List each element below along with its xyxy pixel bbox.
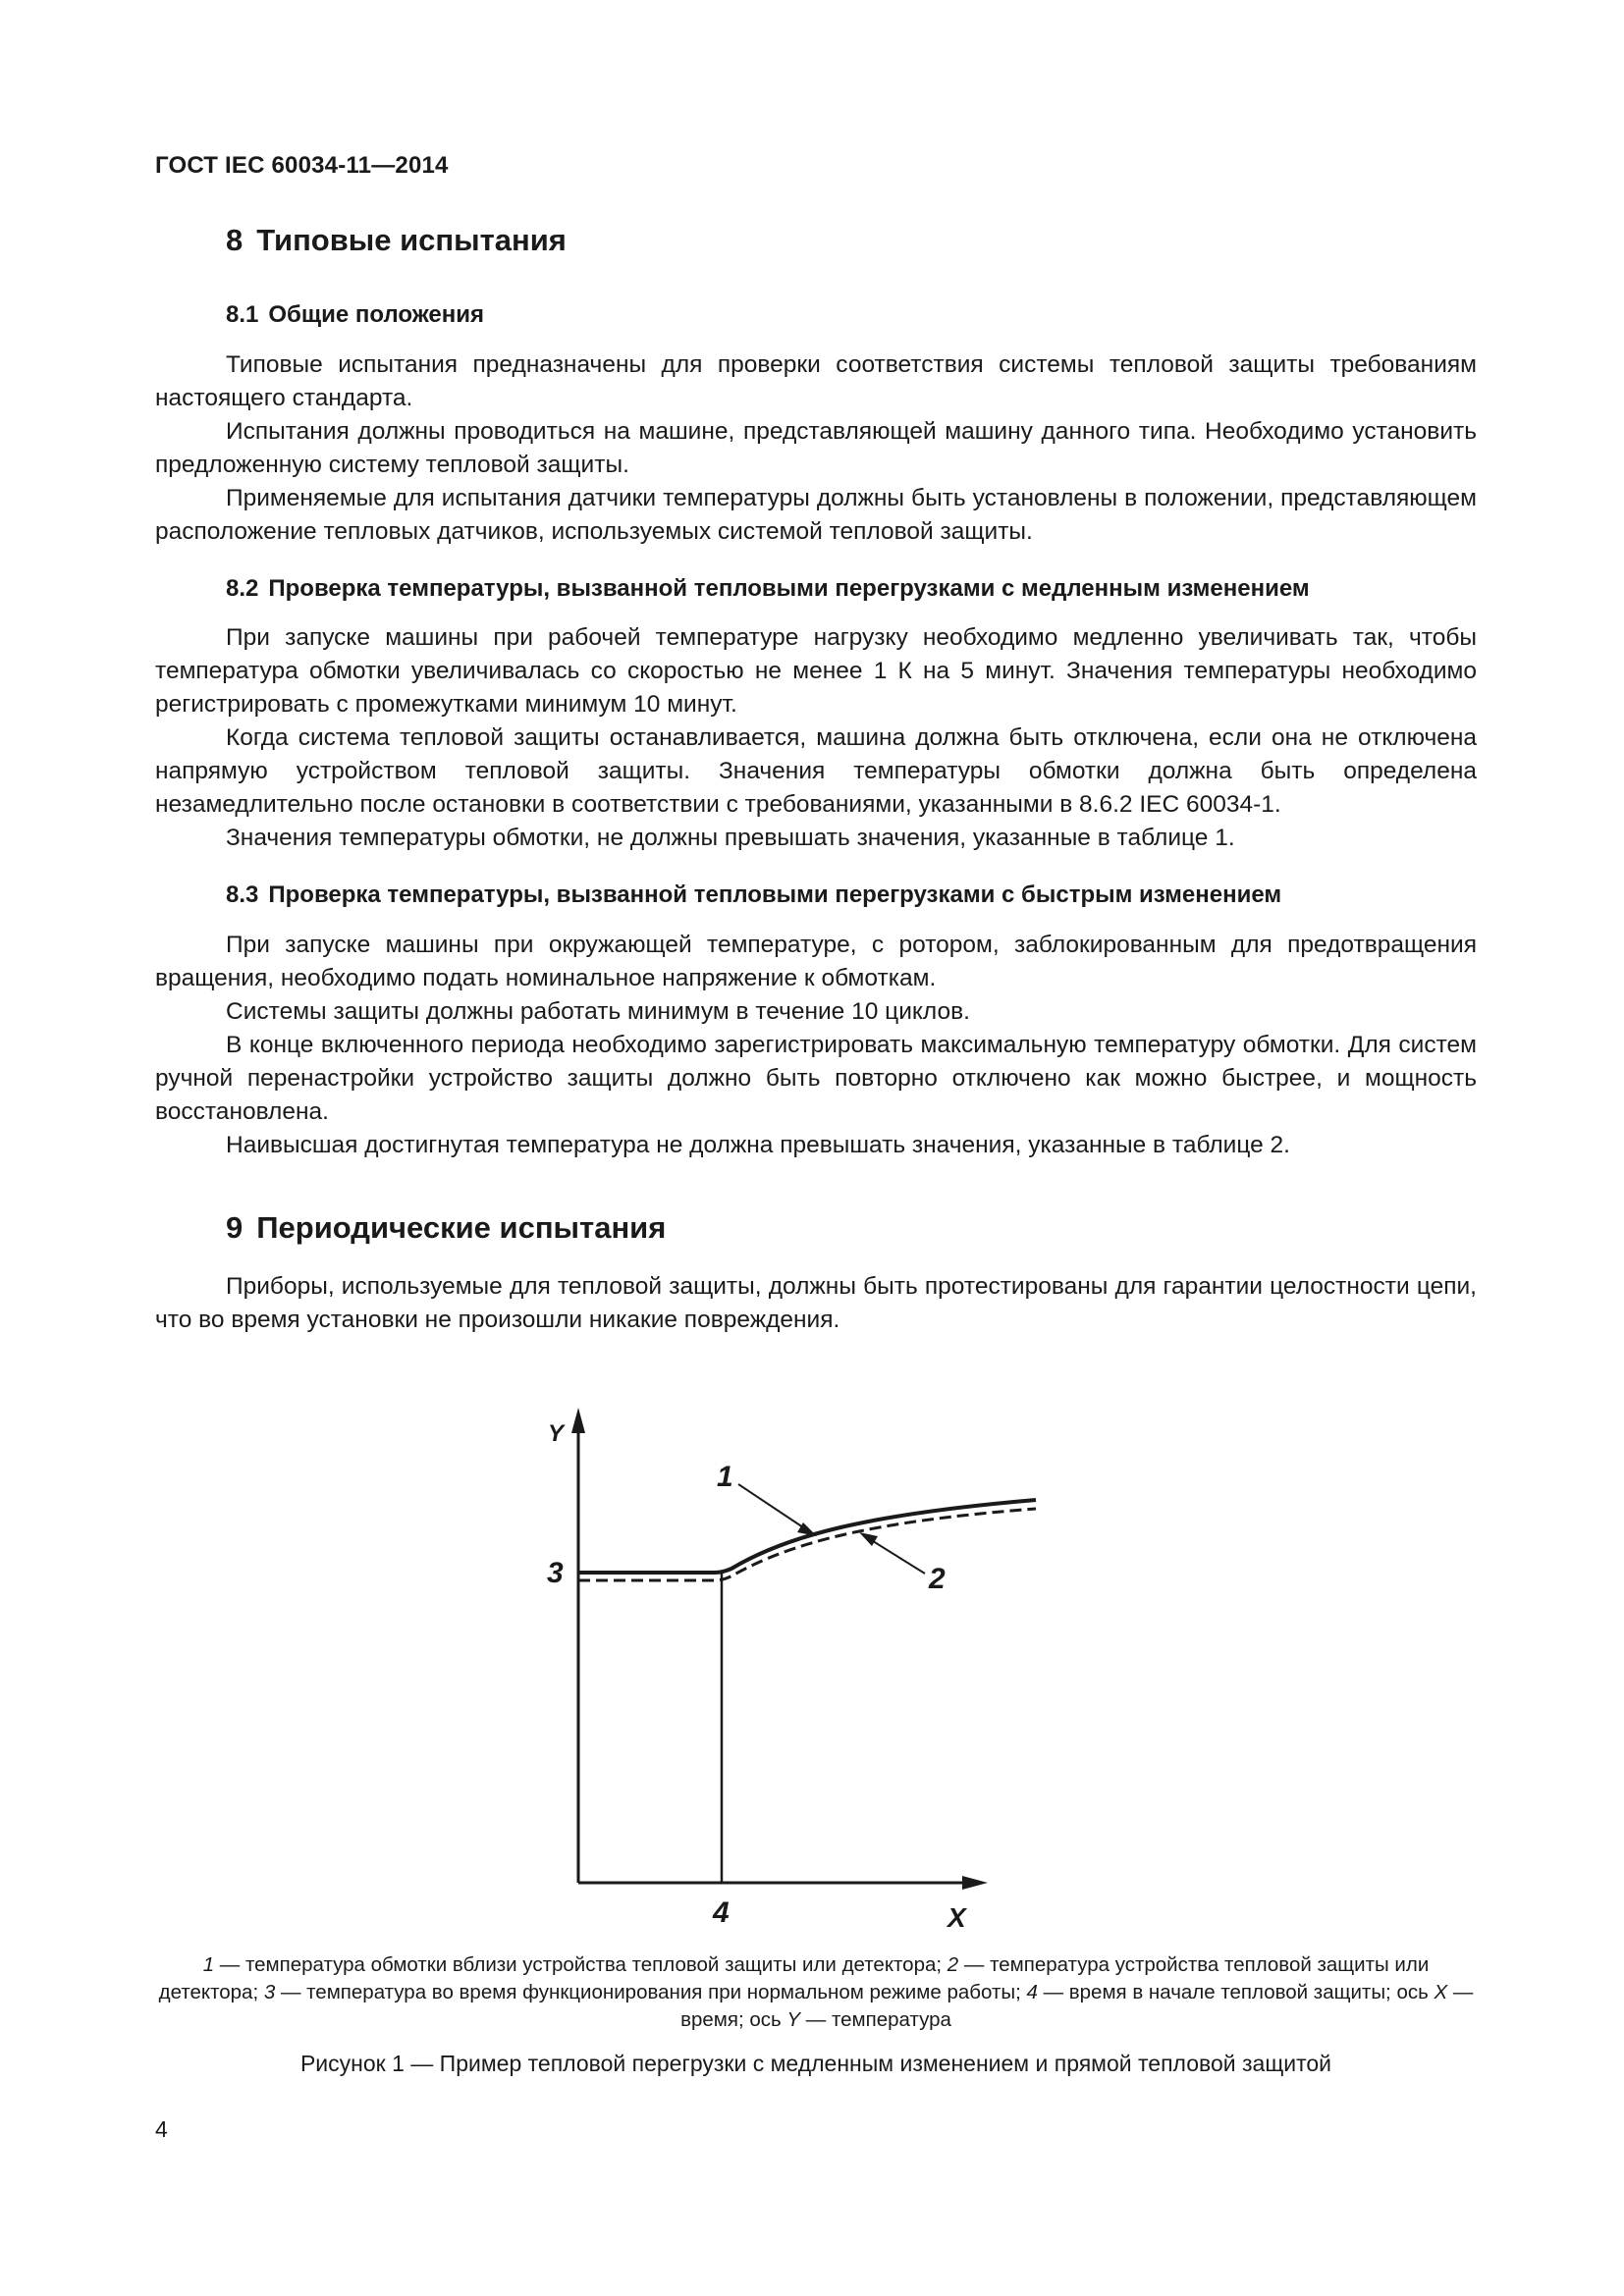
curve-2-label: 2 <box>929 1563 946 1595</box>
legend-key-3: 3 <box>263 1981 276 2003</box>
paragraph: В конце включенного периода необходимо зарегистрировать максимальную температуру обмотки. Для систем ручной перенастройки устройство защиты должно быть повторно отключено как можно быстрее, и мощность восстановлена. <box>155 1031 1477 1125</box>
subsection-8-3 <box>155 879 1477 1162</box>
paragraph: Когда система тепловой защиты останавливается, машина должна быть отключена, если она не отключена напрямую устройством тепловой защиты. Значения температуры обмотки должна быть определена незамедлительно после остановки в соответствии с требованиями, указанными в 8.6.2 IEC 60034-1. <box>155 724 1477 819</box>
figure-1 <box>0 1384 1624 1934</box>
paragraph: При запуске машины при рабочей температуре нагрузку необходимо медленно увеличивать так, чтобы температура обмотки увеличивалась со скоростью не менее 1 К на 5 минут. Значения температуры необходимо регистрировать с промежутками минимум 10 минут. <box>155 624 1477 719</box>
legend-key-1: 1 <box>202 1953 215 1976</box>
figure-legend <box>155 1951 1477 2034</box>
page-number: 4 <box>155 2116 168 2142</box>
paragraph: Значения температуры обмотки, не должны превышать значения, указанные в таблице 1. <box>226 825 1235 852</box>
figure-diagram <box>0 1384 1624 1934</box>
section-title: Периодические испытания <box>256 1209 667 1245</box>
legend-text-1: — температура обмотки вблизи устройства тепловой защиты или детектора; <box>214 1953 947 1976</box>
subsection-heading <box>226 572 1477 606</box>
section-8-heading <box>226 224 1477 257</box>
subsection-8-1 <box>155 298 1477 549</box>
curve-2-device-temperature <box>578 1509 1036 1580</box>
paragraph: Системы защиты должны работать минимум в течение 10 циклов. <box>226 997 970 1025</box>
subsection-8-2 <box>155 572 1477 856</box>
time-4-label: 4 <box>713 1896 730 1929</box>
y-axis-arrow <box>571 1408 585 1433</box>
paragraph: Приборы, используемые для тепловой защиты, должны быть протестированы для гарантии целостности цепи, что во время установки не произошли никакие повреждения. <box>155 1272 1477 1333</box>
level-3-label: 3 <box>547 1557 564 1589</box>
figure-caption: Рисунок 1 — Пример тепловой перегрузки с медленным изменением и прямой тепловой защитой <box>299 2051 1332 2076</box>
section-number: 9 <box>226 1209 244 1245</box>
legend-text-y: — температура <box>800 2008 951 2031</box>
curve-1-label: 1 <box>717 1461 733 1493</box>
legend-text-x: — время; ось <box>680 1981 1474 2031</box>
section-title: Типовые испытания <box>256 223 567 257</box>
legend-key-4: 4 <box>1026 1981 1038 2003</box>
paragraph: Применяемые для испытания датчики температуры должны быть установлены в положении, представляющем расположение тепловых датчиков, используемых системой тепловой защиты. <box>155 484 1477 545</box>
subsection-title: Проверка температуры, вызванной тепловыми перегрузками с быстрым изменением <box>268 881 1282 909</box>
subsection-number: 8.3 <box>226 881 259 909</box>
subsection-heading <box>226 879 1477 912</box>
leader-line-2 <box>873 1541 925 1574</box>
running-header: ГОСТ IEC 60034-11—2014 <box>155 152 449 179</box>
section-number: 8 <box>226 223 244 257</box>
subsection-number: 8.1 <box>226 301 259 329</box>
legend-key-x: X <box>1434 1981 1448 2003</box>
leader-arrow-2 <box>859 1532 878 1546</box>
paragraph: Наивысшая достигнутая температура не должна превышать значения, указанные в таблице 2. <box>226 1131 1290 1158</box>
section-9-heading <box>226 1211 1477 1245</box>
paragraph: Испытания должны проводиться на машине, представляющей машину данного типа. Необходимо установить предложенную систему тепловой защиты. <box>155 417 1477 478</box>
subsection-title: Общие положения <box>268 301 485 329</box>
legend-key-y: Y <box>786 2008 801 2031</box>
subsection-heading <box>226 298 1477 332</box>
subsection-number: 8.2 <box>226 574 259 602</box>
legend-text-3: — температура во время функционирования при нормальном режиме работы; <box>275 1981 1027 2003</box>
leader-line-1 <box>738 1484 803 1527</box>
x-axis-label: X <box>947 1902 966 1933</box>
y-axis-label: Y <box>548 1420 565 1447</box>
legend-text-2: — температура устройства тепловой защиты или детектора; <box>158 1953 1430 2003</box>
x-axis-arrow <box>962 1876 988 1890</box>
curve-1-winding-temperature <box>578 1500 1036 1573</box>
page-content <box>155 224 1477 1337</box>
paragraph: Типовые испытания предназначены для проверки соответствия системы тепловой защиты требованиям настоящего стандарта. <box>155 350 1477 411</box>
legend-key-2: 2 <box>947 1953 959 1976</box>
legend-text-4: — время в начале тепловой защиты; ось <box>1037 1981 1435 2003</box>
subsection-title: Проверка температуры, вызванной тепловыми перегрузками с медленным изменением <box>268 574 1310 602</box>
paragraph: При запуске машины при окружающей температуре, с ротором, заблокированным для предотвращения вращения, необходимо подать номинальное напряжение к обмоткам. <box>155 931 1477 991</box>
